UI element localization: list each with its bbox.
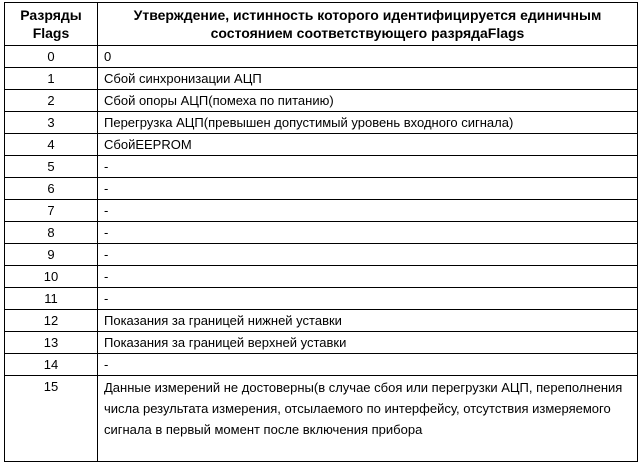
bit-cell: 11 (5, 288, 98, 310)
table-row (5, 244, 638, 266)
header-description (98, 3, 638, 46)
bit-cell: 15 (5, 376, 98, 462)
bit-cell: 12 (5, 310, 98, 332)
bit-cell: 8 (5, 222, 98, 244)
bit-cell: 4 (5, 134, 98, 156)
table-row (5, 310, 638, 332)
bit-cell: 7 (5, 200, 98, 222)
header-bits (5, 3, 98, 46)
table-row (5, 266, 638, 288)
description-cell: Сбой синхронизации АЦП (98, 68, 638, 90)
table-row (5, 90, 638, 112)
flags-table (4, 2, 638, 462)
table-row (5, 178, 638, 200)
description-cell: 0 (98, 46, 638, 68)
description-cell: - (98, 354, 638, 376)
description-cell: Показания за границей верхней уставки (98, 332, 638, 354)
description-cell: Сбой опоры АЦП(помеха по питанию) (98, 90, 638, 112)
table-row (5, 288, 638, 310)
description-cell: - (98, 222, 638, 244)
header-bits-label: Разряды Flags (20, 7, 82, 41)
table-row (5, 134, 638, 156)
table-row (5, 46, 638, 68)
description-cell: Данные измерений не достоверны(в случае сбоя или перегрузки АЦП, переполнения числа результата измерения, отсылаемого по интерфейсу, отсутствия измеряемого сигнала в первый момент после включения прибора (98, 376, 638, 462)
table-row (5, 112, 638, 134)
description-cell: Перегрузка АЦП(превышен допустимый уровень входного сигнала) (98, 112, 638, 134)
bit-cell: 0 (5, 46, 98, 68)
bit-cell: 5 (5, 156, 98, 178)
table-row (5, 332, 638, 354)
table-row (5, 200, 638, 222)
description-cell: Показания за границей нижней уставки (98, 310, 638, 332)
bit-cell: 3 (5, 112, 98, 134)
bit-cell: 13 (5, 332, 98, 354)
table-row (5, 354, 638, 376)
bit-cell: 9 (5, 244, 98, 266)
bit-cell: 14 (5, 354, 98, 376)
table-row (5, 68, 638, 90)
table-header-row (5, 3, 638, 46)
bit-cell: 10 (5, 266, 98, 288)
table-row (5, 222, 638, 244)
description-cell: - (98, 288, 638, 310)
description-cell: СбойEEPROM (98, 134, 638, 156)
bit-cell: 2 (5, 90, 98, 112)
bit-cell: 6 (5, 178, 98, 200)
description-cell: - (98, 200, 638, 222)
description-cell: - (98, 244, 638, 266)
table-row (5, 376, 638, 462)
description-cell: - (98, 266, 638, 288)
table-row (5, 156, 638, 178)
bit-cell: 1 (5, 68, 98, 90)
description-cell: - (98, 178, 638, 200)
description-cell: - (98, 156, 638, 178)
header-description-label: Утверждение, истинность которого идентифицируется единичным состоянием соответствующего разрядаFlags (133, 7, 602, 41)
